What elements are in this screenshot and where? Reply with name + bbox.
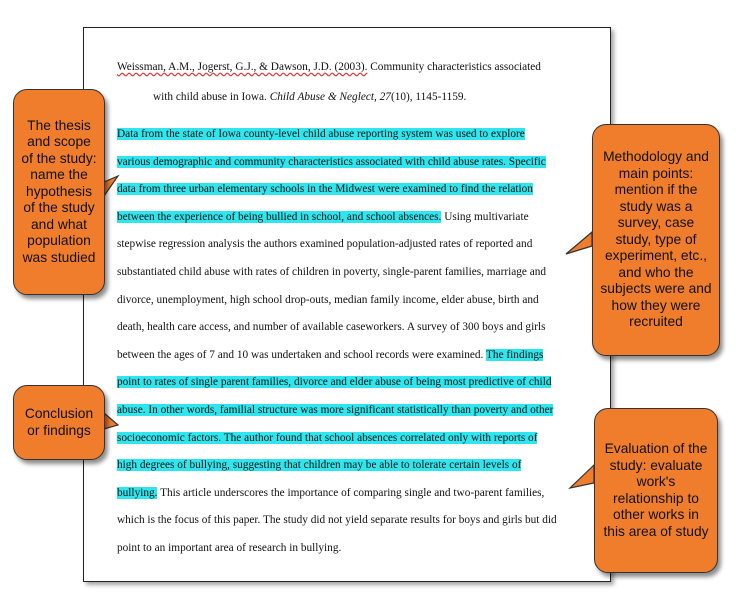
evaluation-callout bbox=[594, 408, 718, 573]
highlight-thesis-4: between the experience of being bullied in school, and school absences. bbox=[117, 210, 442, 223]
text-line-9: between the ages of 7 and 10 was undertaken and school records were examined. bbox=[117, 348, 487, 361]
text-line-16: point to an important area of research in bullying. bbox=[117, 541, 342, 554]
citation-line2-prefix: with child abuse in Iowa. bbox=[153, 91, 270, 103]
citation-pages: (10), 1145-1159. bbox=[390, 91, 467, 103]
conclusion-callout bbox=[13, 385, 105, 460]
methodology-callout-tail bbox=[566, 232, 592, 254]
text-line-8: death, health care access, and number of available caseworkers. A survey of 300 boys and girls bbox=[117, 321, 546, 334]
thesis-callout-tail bbox=[104, 176, 118, 196]
highlight-thesis-1: Data from the state of Iowa county-level child abuse reporting system was used to explore bbox=[117, 128, 525, 140]
text-line-15: which is the focus of this paper. The study did not yield separate results for boys and girls but did bbox=[117, 514, 557, 527]
methodology-callout-text: Methodology and main points: mention if the study was a survey, case study, type of experiment, etc., and who the subjects were and how they were recruited bbox=[600, 149, 712, 330]
evaluation-callout-tail bbox=[570, 465, 594, 488]
evaluation-callout-text: Evaluation of the study: evaluate work's relationship to other works in this area of study bbox=[603, 441, 709, 539]
text-line-6: substantiated child abuse with rates of children in poverty, single-parent families, marriage and bbox=[117, 265, 547, 278]
methodology-callout bbox=[592, 124, 720, 356]
highlight-thesis-3: data from three urban elementary schools in the Midwest were examined to find the relation bbox=[117, 183, 533, 196]
text-line-14: This article underscores the importance of comparing single and two-parent families, bbox=[157, 486, 545, 499]
citation-journal: Child Abuse & Neglect, bbox=[269, 91, 377, 103]
highlight-findings-1: The findings bbox=[486, 348, 544, 361]
highlight-findings-3: abuse. In other words, familial structure was more significant statistically than poverty and other bbox=[117, 403, 554, 416]
thesis-callout-text: The thesis and scope of the study: name the hypothesis of the study and what population was studied bbox=[21, 117, 97, 265]
citation-title: Community characteristics associated bbox=[367, 61, 541, 73]
text-line-5: stepwise regression analysis the authors examined population-adjusted rates of reported and bbox=[117, 238, 533, 251]
highlight-findings-5: high degrees of bullying, suggesting that children may be able to tolerate certain levels of bbox=[117, 459, 522, 472]
text-line-7: divorce, unemployment, high school drop-outs, median family income, elder abuse, birth and bbox=[117, 293, 539, 306]
conclusion-callout-tail bbox=[104, 413, 118, 429]
citation-volume: 27 bbox=[376, 91, 391, 103]
highlight-findings-2: point to rates of single parent families, divorce and elder abuse of being most predictive of child bbox=[117, 376, 552, 389]
thesis-callout bbox=[13, 89, 105, 295]
text-line-4: Using multivariate bbox=[441, 210, 529, 223]
highlight-findings-6: bullying. bbox=[117, 486, 158, 499]
highlight-findings-4: socioeconomic factors. The author found that school absences correlated only with reports of bbox=[117, 431, 538, 444]
citation-authors: Weissman, A.M., Jogerst, G.J., & Dawson, J.D. (2003). bbox=[117, 61, 368, 73]
highlight-thesis-2: various demographic and community characteristics associated with child abuse rates. Specific bbox=[117, 155, 546, 168]
conclusion-callout-text: Conclusion or findings bbox=[24, 406, 94, 438]
